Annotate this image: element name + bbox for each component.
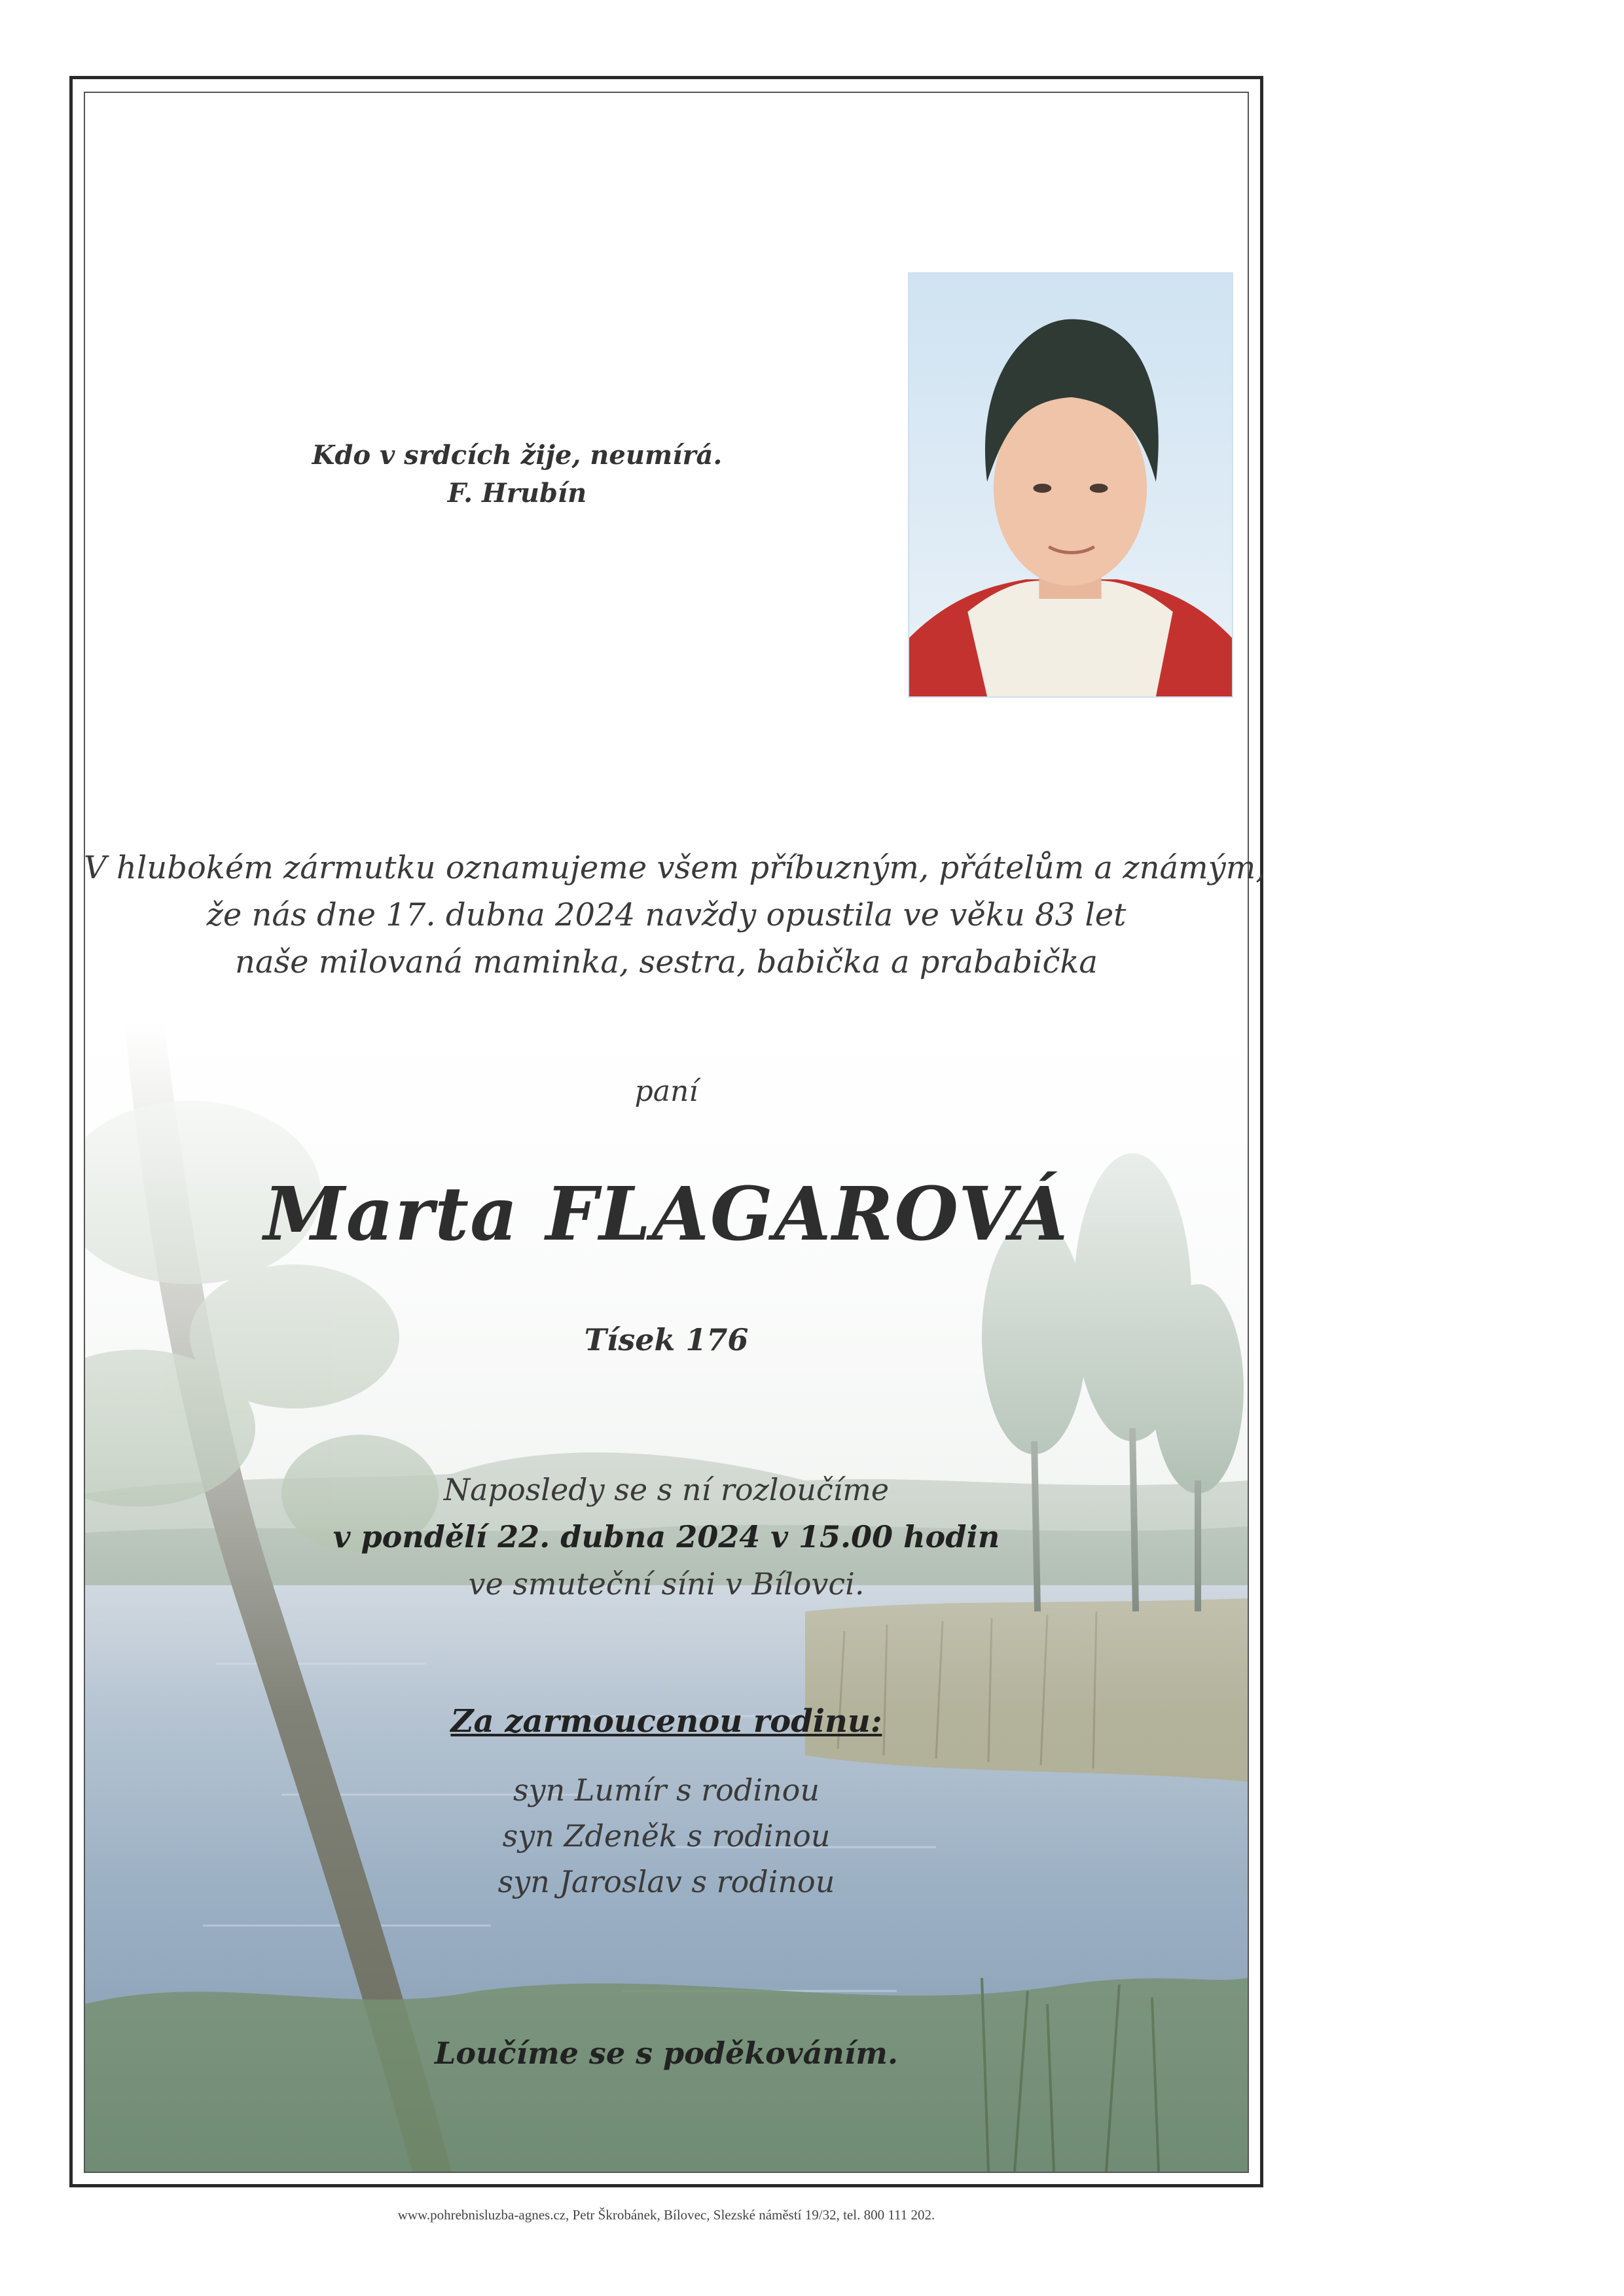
funeral-line-1: Naposledy se s ní rozloučíme [443, 1472, 890, 1507]
portrait-photo [908, 272, 1233, 698]
deceased-name: Marta FLAGAROVÁ [263, 1172, 1070, 1257]
family-member: syn Zdeněk s rodinou [502, 1818, 831, 1854]
family-member: syn Jaroslav s rodinou [497, 1864, 835, 1899]
honorific: paní [634, 1075, 698, 1108]
closing-line: Loučíme se s poděkováním. [435, 2036, 898, 2071]
quote-author: F. Hrubín [447, 478, 587, 509]
announcement-line-1: V hlubokém zármutku oznamujeme všem příbuzným, přátelům a známým, [84, 850, 1266, 886]
announcement-line-3: naše milovaná maminka, sestra, babička a prababička [234, 944, 1098, 980]
family-heading: Za zarmoucenou rodinu: [450, 1703, 882, 1740]
family-member: syn Lumír s rodinou [513, 1772, 820, 1808]
funeral-line-2 [84, 1513, 1249, 1560]
funeral-line-3: ve smuteční síni v Bílovci. [468, 1566, 865, 1602]
deceased-address: Tísek 176 [584, 1322, 749, 1357]
quote-text: Kdo v srdcích žije, neumírá. [312, 440, 723, 471]
funeral-date-time: v pondělí 22. dubna 2024 v 15.00 hodin [333, 1519, 1000, 1554]
announcement-line-2: že nás dne 17. dubna 2024 navždy opustila ve věku 83 let [206, 897, 1127, 933]
footer-imprint: www.pohrebnisluzba-agnes.cz, Petr Škrobánek, Bílovec, Slezské náměstí 19/32, tel. 800 111 202. [397, 2207, 935, 2223]
